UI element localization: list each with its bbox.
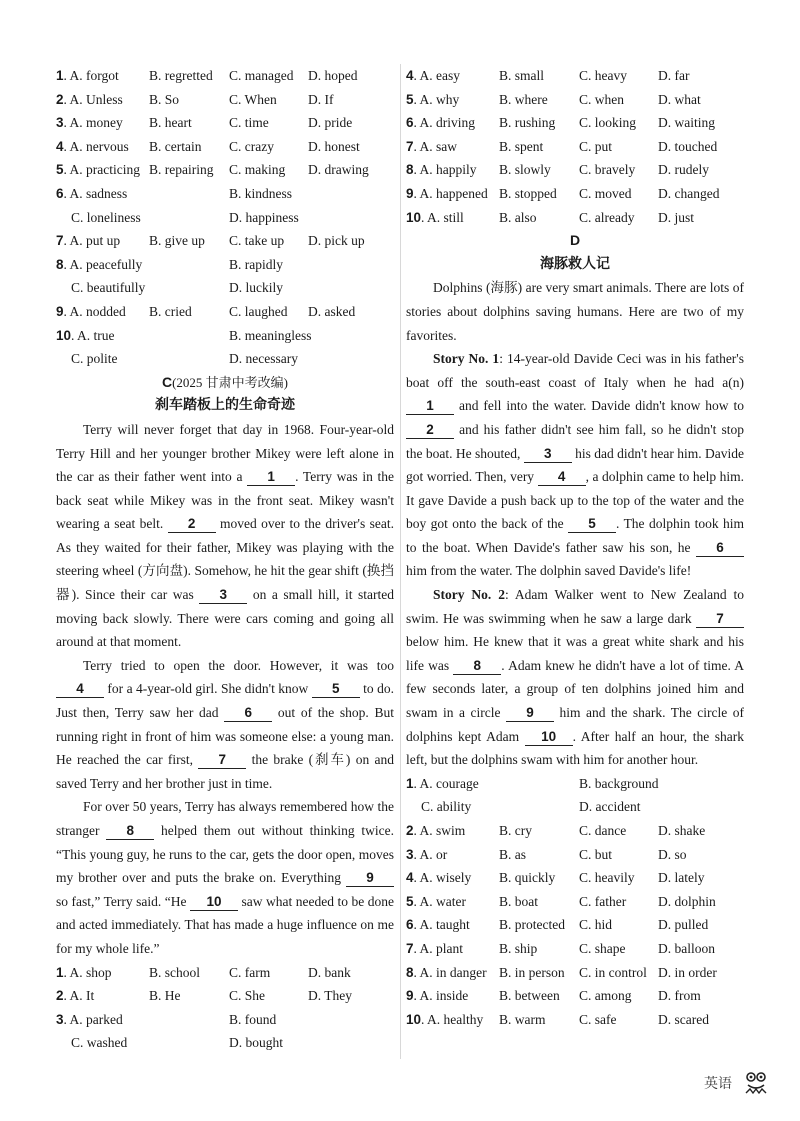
answer-blank: 6 xyxy=(224,705,272,722)
option-text: D. in order xyxy=(658,964,717,980)
option-text: D. just xyxy=(658,209,695,225)
question-number-bold: 10 xyxy=(406,209,422,225)
option-text: C. put xyxy=(579,138,613,154)
option-text: C. already xyxy=(579,209,635,225)
option-text: B. as xyxy=(499,846,526,862)
question-number: 1. A. courage xyxy=(406,775,479,791)
question-number-bold: 4 xyxy=(56,138,64,154)
question-row xyxy=(406,1008,744,1032)
answer-blank: 8 xyxy=(106,823,154,840)
answer-blank: 1 xyxy=(406,398,454,415)
option-text: C. loneliness xyxy=(71,209,141,225)
question-row xyxy=(56,961,394,985)
option-text: B. quickly xyxy=(499,870,556,886)
option-text: D. lately xyxy=(658,870,705,886)
question-number-bold: 8 xyxy=(56,256,64,272)
answer-blank: 9 xyxy=(506,705,554,722)
question-row xyxy=(406,819,744,843)
option-text: B. ship xyxy=(499,940,538,956)
answer-blank: 5 xyxy=(568,516,616,533)
question-number: 10. A. true xyxy=(56,327,115,343)
option-text: B. kindness xyxy=(229,185,293,201)
passage-paragraph: Terry tried to open the door. However, it was too 4 for a 4-year-old girl. She didn't know 5 to do. Just then, Terry saw her dad 6 out of the shop. But running right in front of him was someone else: a young man. He reached the car first, 7 the brake (刹车) on and saved Terry and her brother just in time. xyxy=(56,657,394,791)
question-number: 8. A. happily xyxy=(406,162,477,178)
answer-blank: 6 xyxy=(696,540,744,557)
story-label: Story No. 1 xyxy=(433,351,500,367)
option-text: B. found xyxy=(229,1011,277,1027)
question-row xyxy=(56,347,394,371)
question-number: 1. A. shop xyxy=(56,964,112,980)
option-text: D. bought xyxy=(229,1035,283,1051)
option-text: B. regretted xyxy=(149,68,213,83)
option-text: C. in control xyxy=(579,964,647,980)
question-number: 8. A. peacefully xyxy=(56,256,143,272)
question-row xyxy=(56,158,394,182)
question-number: 3. A. parked xyxy=(56,1011,123,1027)
question-number: 5. A. water xyxy=(406,893,466,909)
question-number: 1. A. forgot xyxy=(56,68,119,83)
question-number-bold: 4 xyxy=(406,68,414,83)
question-number: 10. A. healthy xyxy=(406,1011,484,1027)
question-number: 3. A. or xyxy=(406,846,448,862)
answer-blank: 10 xyxy=(525,729,573,746)
option-text: B. give up xyxy=(149,233,205,249)
option-text: D. shake xyxy=(658,823,706,838)
option-text: C. When xyxy=(229,91,277,107)
left-column xyxy=(56,64,394,1055)
option-text: D. luckily xyxy=(229,280,283,296)
option-text: C. washed xyxy=(71,1035,128,1051)
right-column xyxy=(406,64,744,1031)
option-text: B. protected xyxy=(499,917,565,933)
option-text: C. ability xyxy=(421,799,472,815)
option-text: D. waiting xyxy=(658,115,715,131)
question-list-d xyxy=(406,772,744,1032)
option-text: D. necessary xyxy=(229,351,298,367)
question-row xyxy=(56,276,394,300)
question-row xyxy=(406,913,744,937)
question-row xyxy=(56,182,394,206)
question-number-bold: 3 xyxy=(406,846,414,862)
question-number: 3. A. money xyxy=(56,115,123,131)
option-text: D. touched xyxy=(658,138,718,154)
question-row xyxy=(406,135,744,159)
question-number-bold: 7 xyxy=(406,940,414,956)
section-d-title: 海豚救人记 xyxy=(540,255,610,272)
question-row xyxy=(406,866,744,890)
option-text: B. background xyxy=(579,775,659,791)
option-text: D. bank xyxy=(308,964,351,980)
option-text: D. They xyxy=(308,988,352,1004)
option-text: B. where xyxy=(499,91,548,107)
section-letter: C xyxy=(161,373,173,390)
option-text: D. scared xyxy=(658,1011,709,1027)
question-row xyxy=(56,88,394,112)
question-row xyxy=(56,135,394,159)
answer-blank: 8 xyxy=(453,658,501,675)
option-text: C. time xyxy=(229,115,269,131)
question-row xyxy=(406,961,744,985)
question-number-bold: 7 xyxy=(56,233,64,249)
question-number: 7. A. plant xyxy=(406,940,464,956)
answer-blank: 4 xyxy=(538,469,586,486)
question-number: 5. A. practicing xyxy=(56,162,140,178)
passage-story-2: Story No. 2: Adam Walker went to New Zealand to swim. He was swimming when he saw a large dark 7 below him. He knew that it was a great white shark and his life was 8 . Adam knew he didn't have a lot of time. A few seconds later, a group of ten dolphins joined him and swam in a circle 9 him and the shark. The circle of dolphins kept Adam 10 . After half an hour, the shark left, but the dolphins swam with him for another hour. xyxy=(406,587,744,768)
question-number-bold: 3 xyxy=(56,115,64,131)
answer-blank: 7 xyxy=(198,752,246,769)
option-text: D. drawing xyxy=(308,162,369,178)
option-text: C. hid xyxy=(579,917,613,933)
question-number: 10. A. still xyxy=(406,209,464,225)
question-row xyxy=(56,1008,394,1032)
section-source: (2025 甘肃中考改编) xyxy=(172,374,289,390)
answer-blank: 1 xyxy=(247,469,295,486)
question-number: 8. A. in danger xyxy=(406,964,487,980)
option-text: C. but xyxy=(579,846,613,862)
passage-paragraph: For over 50 years, Terry has always remembered how the stranger 8 helped them out without thinking twice. “This young guy, he runs to the car, gets the door open, moves my brother over and puts the brake on. Everything 9 so fast,” Terry said. “He 10 saw what needed to be done and acted immediately. That has made a huge influence on me for my whole life.” xyxy=(56,799,395,956)
answer-blank: 3 xyxy=(524,446,572,463)
option-text: C. farm xyxy=(229,964,271,980)
option-text: C. She xyxy=(229,988,266,1004)
option-text: D. pulled xyxy=(658,917,709,933)
option-text: B. rapidly xyxy=(229,256,283,272)
option-text: B. So xyxy=(149,91,180,107)
option-text: C. father xyxy=(579,893,627,909)
option-text: D. accident xyxy=(579,799,641,815)
option-text: C. crazy xyxy=(229,138,274,154)
option-text: C. dance xyxy=(579,823,627,838)
question-number-bold: 6 xyxy=(406,917,414,933)
question-row xyxy=(56,1031,394,1055)
question-number: 4. A. easy xyxy=(406,68,461,83)
question-number-bold: 6 xyxy=(56,185,64,201)
option-text: B. He xyxy=(149,988,181,1004)
option-text: B. small xyxy=(499,68,545,83)
option-text: D. asked xyxy=(308,303,356,319)
answer-blank: 9 xyxy=(346,870,394,887)
option-text: B. heart xyxy=(149,115,192,131)
section-c-heading xyxy=(56,371,394,395)
option-text: B. also xyxy=(499,209,537,225)
page-footer xyxy=(704,1068,770,1098)
question-row xyxy=(56,984,394,1008)
option-text: C. take up xyxy=(229,233,285,249)
answer-blank: 2 xyxy=(168,516,216,533)
mascot-logo-icon xyxy=(742,1069,770,1097)
question-row xyxy=(406,890,744,914)
question-number-bold: 1 xyxy=(406,775,414,791)
option-text: B. boat xyxy=(499,893,538,909)
passage-paragraph: Terry will never forget that day in 1968. Four-year-old Terry Hill and her younger brother Mikey were left alone in the car as their father went into a 1 . Terry was in the back seat while Mikey was in the front seat. Mikey wasn't wearing a seat belt. 2 moved over to the driver's seat. As they waited for their father, Mikey was playing with the steering wheel (方向盘). Somehow, he hit the gear shift (换挡器). Since their car was 3 on a small hill, it started moving back slowly. There were cars coming and going all around at that moment. xyxy=(56,421,395,650)
question-row xyxy=(406,937,744,961)
question-number: 6. A. taught xyxy=(406,917,470,933)
option-text: B. cried xyxy=(149,303,192,319)
option-text: D. from xyxy=(658,988,701,1004)
story-label: Story No. 2 xyxy=(433,587,505,603)
question-number-bold: 5 xyxy=(406,91,414,107)
question-number-bold: 3 xyxy=(56,1011,64,1027)
subject-label: 英语 xyxy=(704,1076,732,1092)
question-number: 2. A. It xyxy=(56,988,95,1004)
question-row xyxy=(56,324,394,348)
question-number-bold: 9 xyxy=(56,303,64,319)
option-text: B. between xyxy=(499,988,560,1004)
question-list-c-part1 xyxy=(56,961,394,1055)
question-number: 7. A. put up xyxy=(56,233,121,249)
option-text: C. managed xyxy=(229,68,294,83)
answer-blank: 3 xyxy=(199,587,247,604)
option-text: D. so xyxy=(658,846,687,862)
option-text: B. cry xyxy=(499,823,532,838)
section-d-heading: D xyxy=(569,232,581,249)
question-row xyxy=(56,253,394,277)
question-row xyxy=(406,206,744,230)
question-row xyxy=(406,64,744,88)
option-text: C. polite xyxy=(71,351,118,367)
question-number: 9. A. happened xyxy=(406,185,488,201)
option-text: B. rushing xyxy=(499,115,556,131)
option-text: B. stopped xyxy=(499,185,557,201)
question-number-bold: 6 xyxy=(406,115,414,131)
option-text: B. slowly xyxy=(499,162,551,178)
question-row xyxy=(56,229,394,253)
option-text: C. shape xyxy=(579,940,626,956)
option-text: B. certain xyxy=(149,138,202,154)
question-number: 6. A. sadness xyxy=(56,185,128,201)
question-number: 9. A. inside xyxy=(406,988,469,1004)
answer-blank: 10 xyxy=(190,894,238,911)
option-text: B. school xyxy=(149,964,201,980)
option-text: D. balloon xyxy=(658,940,715,956)
question-row xyxy=(406,843,744,867)
option-text: D. happiness xyxy=(229,209,299,225)
question-number: 4. A. nervous xyxy=(56,138,129,154)
question-list-c-part2 xyxy=(406,64,744,229)
option-text: D. honest xyxy=(308,138,360,154)
question-number: 2. A. swim xyxy=(406,823,466,838)
column-divider xyxy=(400,64,401,1059)
question-number-bold: 9 xyxy=(406,185,414,201)
question-number-bold: 8 xyxy=(406,964,414,980)
option-text: B. spent xyxy=(499,138,544,154)
question-number-bold: 10 xyxy=(406,1011,422,1027)
option-text: C. heavily xyxy=(579,870,635,886)
option-text: D. pride xyxy=(308,115,353,131)
option-text: D. dolphin xyxy=(658,893,716,909)
question-row xyxy=(56,300,394,324)
option-text: D. If xyxy=(308,91,334,107)
question-number-bold: 1 xyxy=(56,964,64,980)
question-number: 7. A. saw xyxy=(406,138,458,154)
question-row xyxy=(406,111,744,135)
option-text: C. looking xyxy=(579,115,637,131)
question-row xyxy=(56,111,394,135)
question-number: 9. A. nodded xyxy=(56,303,126,319)
option-text: B. meaningless xyxy=(229,327,312,343)
answer-blank: 2 xyxy=(406,422,454,439)
question-number-bold: 7 xyxy=(406,138,414,154)
question-row xyxy=(406,984,744,1008)
question-number: 4. A. wisely xyxy=(406,870,472,886)
question-number-bold: 5 xyxy=(406,893,414,909)
question-number-bold: 8 xyxy=(406,162,414,178)
option-text: D. rudely xyxy=(658,162,709,178)
answer-blank: 4 xyxy=(56,681,104,698)
question-row xyxy=(56,64,394,88)
question-number-bold: 2 xyxy=(406,823,414,838)
option-text: D. hoped xyxy=(308,68,358,83)
option-text: D. changed xyxy=(658,185,720,201)
option-text: C. moved xyxy=(579,185,632,201)
section-c-title: 刹车踏板上的生命奇迹 xyxy=(155,397,295,414)
question-number-bold: 2 xyxy=(56,988,64,1004)
option-text: C. bravely xyxy=(579,162,636,178)
answer-blank: 7 xyxy=(696,611,744,628)
question-row xyxy=(56,206,394,230)
question-number-bold: 5 xyxy=(56,162,64,178)
option-text: C. laughed xyxy=(229,303,288,319)
question-number-bold: 1 xyxy=(56,68,64,83)
passage-intro: Dolphins (海豚) are very smart animals. There are lots of stories about dolphins saving humans. Here are two of my favorites. xyxy=(406,280,744,343)
question-number: 5. A. why xyxy=(406,91,460,107)
question-number-bold: 10 xyxy=(56,327,72,343)
option-text: D. pick up xyxy=(308,233,365,249)
question-row xyxy=(406,795,744,819)
option-text: B. repairing xyxy=(149,162,214,178)
passage-story-1: Story No. 1: 14-year-old Davide Ceci was in his father's boat off the south-east coast of Italy when he had a(n) 1 and fell into the water. Davide didn't know how to 2 and his father didn't see him fall, so he didn't stop the boat. He shouted, 3 his dad didn't hear him. Davide got worried. Then, very 4 , a dolphin came to help him. It gave Davide a push back up to the top of the water and the boy got onto the back of the 5 . The dolphin took him to the boat. When Davide's father saw his son, he 6 him from the water. The dolphin saved Davide's life! xyxy=(406,351,745,579)
option-text: C. when xyxy=(579,91,624,107)
option-text: C. among xyxy=(579,988,632,1004)
option-text: C. making xyxy=(229,162,286,178)
question-row xyxy=(406,158,744,182)
question-row xyxy=(406,88,744,112)
question-number-bold: 2 xyxy=(56,91,64,107)
question-list-b xyxy=(56,64,394,371)
question-row xyxy=(406,182,744,206)
question-number-bold: 4 xyxy=(406,870,414,886)
option-text: C. beautifully xyxy=(71,280,146,296)
answer-blank: 5 xyxy=(312,681,360,698)
option-text: B. warm xyxy=(499,1011,546,1027)
option-text: D. far xyxy=(658,68,690,83)
option-text: C. safe xyxy=(579,1011,617,1027)
question-row xyxy=(406,772,744,796)
question-number-bold: 9 xyxy=(406,988,414,1004)
option-text: C. heavy xyxy=(579,68,627,83)
option-text: D. what xyxy=(658,91,701,107)
option-text: B. in person xyxy=(499,964,565,980)
question-number: 2. A. Unless xyxy=(56,91,123,107)
question-number: 6. A. driving xyxy=(406,115,476,131)
